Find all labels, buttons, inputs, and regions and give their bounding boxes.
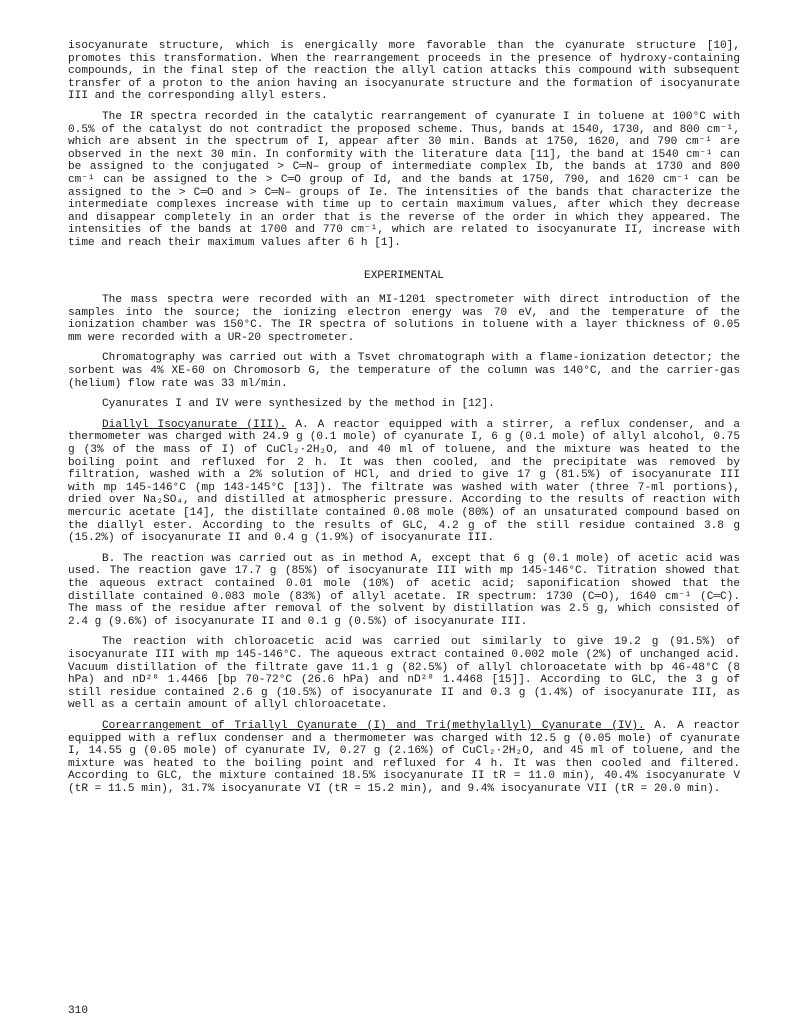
paragraph-corearrangement-body: A. A reactor equipped with a reflux condenser and a thermometer was charged with 12.5 g (0.05 mole) of cyanurate I, 14.55 g (0.05 mole) of cyanurate IV, 0.27 g (2.16%) of CuCl₂·2H₂O, and 45 ml of toluene, and the mixture was heated to the boiling point and refluxed for 4 h. It was then cooled and filtered. According to GLC, the mixture contained 18.5% isocyanurate II tR = 11.0 min), 40.4% isocyanurate V (tR = 11.5 min), 31.7% isocyanurate VI (tR = 15.2 min), and 9.4% isocyanurate VII (tR = 20.0 min). — [68, 719, 740, 795]
subsection-title-corearrangement: Corearrangement of Triallyl Cyanurate (I) and Tri(methylallyl) Cyanurate (IV). — [102, 719, 645, 732]
paragraph-chloroacetic-acid: The reaction with chloroacetic acid was carried out similarly to give 19.2 g (91.5%) of isocyanurate III with mp 145-146°C. The aqueous extract contained 0.002 mole (2%) of unchanged acid. Vacuum distillation of the filtrate gave 11.1 g (82.5%) of allyl chloroacetate with bp 46-48°C (8 hPa) and nD²⁰ 1.4466 [bp 70-72°C (26.6 hPa) and nD²⁰ 1.4468 [15]]. According to GLC, the 3 g of still residue contained 2.6 g (10.5%) of isocyanurate II and 0.3 g (1.4%) of isocyanurate III, as well as a certain amount of allyl chloroacetate. — [68, 636, 740, 712]
paragraph-isocyanurate-structure: isocyanurate structure, which is energically more favorable than the cyanurate structure [10], promotes this transformation. When the rearrangement proceeds in the presence of hydroxy-containing compounds, in the final step of the reaction the allyl cation attacks this compound with subsequent transfer of a proton to the anion having an isocyanurate structure and the formation of isocyanurate III and the corresponding allyl esters. — [68, 40, 740, 103]
subsection-title-diallyl-isocyanurate: Diallyl Isocyanurate (III). — [102, 418, 287, 431]
paragraph-diallyl-isocyanurate — [68, 419, 740, 545]
paragraph-cyanurates-synthesis: Cyanurates I and IV were synthesized by the method in [12]. — [102, 398, 495, 411]
page-number: 310 — [68, 1005, 88, 1017]
paragraph-corearrangement — [68, 720, 740, 796]
section-heading-experimental: EXPERIMENTAL — [364, 269, 444, 282]
paragraph-method-b: B. The reaction was carried out as in method A, except that 6 g (0.1 mole) of acetic acid was used. The reaction gave 17.7 g (85%) of isocyanurate III with mp 145-146°C. Titration showed that the aqueous extract contained 0.01 mole (10%) of acetic acid; saponification showed that the distillate contained 0.083 mole (83%) of allyl acetate. IR spectrum: 1730 (C═O), 1640 cm⁻¹ (C═C). The mass of the residue after removal of the solvent by distillation was 2.5 g, which consisted of 2.4 g (9.6%) of isocyanurate II and 0.1 g (0.5%) of isocyanurate III. — [68, 552, 740, 628]
paragraph-diallyl-isocyanurate-body: A. A reactor equipped with a stirrer, a reflux condenser, and a thermometer was charged with 24.9 g (0.1 mole) of cyanurate I, 6 g (0.1 mole) of allyl alcohol, 0.75 g (3% of the mass of I) of CuCl₂·2H₂O, and 40 ml of toluene, and the mixture was heated to the boiling point and refluxed for 2 h. It was then cooled, and the precipitate was removed by filtration, washed with a 2% solution of HCl, and dried to give 17 g (81.5%) of isocyanurate III with mp 145-146°C (mp 143-145°C [13]). The filtrate was washed with water (three 7-ml portions), dried over Na₂SO₄, and distilled at atmospheric pressure. According to the results of reaction with mercuric acetate [14], the distillate contained 0.08 mole (80%) of an unsaturated compound based on the diallyl ester. According to the results of GLC, 4.2 g of the still residue contained 3.8 g (15.2%) of isocyanurate II and 0.4 g (1.9%) of isocyanurate III. — [68, 418, 741, 545]
paragraph-mass-spectra: The mass spectra were recorded with an MI-1201 spectrometer with direct introduction of the samples into the source; the ionizing electron energy was 70 eV, and the temperature of the ionization chamber was 150°C. The IR spectra of solutions in toluene with a layer thickness of 0.05 mm were recorded with a UR-20 spectrometer. — [68, 294, 740, 344]
paragraph-chromatography: Chromatography was carried out with a Tsvet chromatograph with a flame-ionization detector; the sorbent was 4% XE-60 on Chromosorb G, the temperature of the column was 140°C, and the carrier-gas (helium) flow rate was 33 ml/min. — [68, 352, 740, 390]
paragraph-ir-spectra: The IR spectra recorded in the catalytic rearrangement of cyanurate I in toluene at 100°C with 0.5% of the catalyst do not contradict the proposed scheme. Thus, bands at 1540, 1730, and 800 cm⁻¹, which are absent in the spectrum of I, appear after 30 min. Bands at 1750, 1620, and 790 cm⁻¹ are observed in the next 30 min. In conformity with the literature data [11], the band at 1540 cm⁻¹ can be assigned to the conjugated > C═N– group of intermediate complex Ib, the bands at 1730 and 800 cm⁻¹ can be assigned to the > C═O group of Id, and the bands at 1750, 790, and 1620 cm⁻¹ can be assigned to the > C═O and > C═N– groups of Ie. The intensities of the bands that characterize the intermediate complexes increase with time up to certain maximum values, after which they decrease and disappear completely in an order that is the reverse of the order in which they appeared. The intensities of the bands at 1700 and 770 cm⁻¹, which are related to isocyanurate II, increase with time and reach their maximum values after 6 h [1]. — [68, 110, 740, 249]
document-page — [68, 40, 740, 803]
